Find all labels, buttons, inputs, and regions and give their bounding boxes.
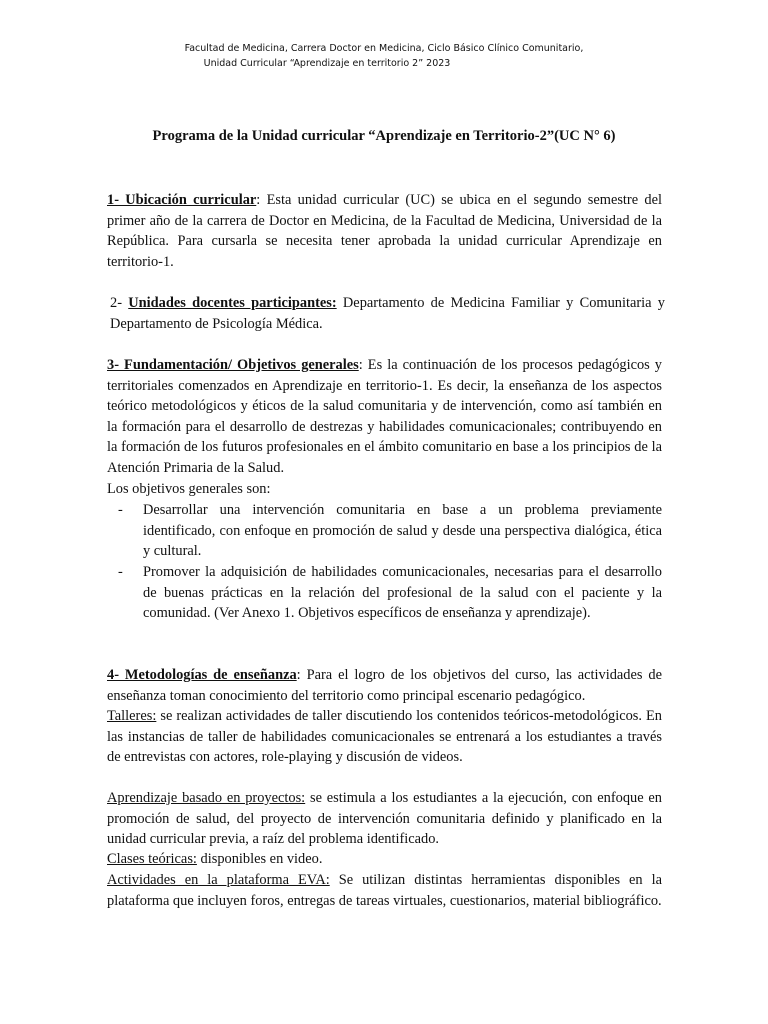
section-2-text: Departamento de Medicina Familiar y Comunitaria y Departamento de Psicología Médica. [110,295,665,332]
section-4-text: : Para el logro de los objetivos del curso, las actividades de enseñanza toman conocimiento del territorio como principal escenario pedagógico. [107,667,662,704]
method-text: se realizan actividades de taller discutiendo los contenidos teóricos-metodológicos. En las instancias de taller de habilidades comunicacionales se entrenará a los estudiantes a través de entrevistas con actores, role-playing y discusión de videos. [107,708,662,766]
section-unidades-docentes [110,293,665,334]
section-fundamentacion [107,355,662,479]
method-clases-teoricas [107,849,662,870]
method-label: Actividades en la plataforma EVA: [107,872,330,888]
objectives-intro: Los objetivos generales son: [107,481,271,497]
header-line-2: Unidad Curricular “Aprendizaje en territorio 2” 2023 [203,58,451,69]
section-3-text: : Es la continuación de los procesos pedagógicos y territoriales comenzados en Aprendizaje en territorio-1. Es decir, la enseñanza de los aspectos teórico metodológicos y éticos de la salud comunitaria y de intervención, como así también en la formación para el desarrollo de destrezas y habilidades comunicacionales; contribuyendo en la formación de los futuros profesionales en el ámbito comunitario en base a los principios de la Atención Primaria de la Salud. [107,357,662,476]
method-label: Talleres: [107,708,157,724]
section-1-heading: 1- Ubicación curricular [107,192,257,208]
bullet-dash: - [118,564,123,580]
method-text: Se utilizan distintas herramientas disponibles en la plataforma que incluyen foros, entregas de tareas virtuales, cuestionarios, material bibliográfico. [107,872,663,909]
section-4-heading: 4- Metodologías de enseñanza [107,667,297,683]
method-label: Aprendizaje basado en proyectos: [107,790,306,806]
method-text: disponibles en video. [196,851,323,867]
method-label: Clases teóricas: [107,851,197,867]
section-2-heading: Unidades docentes participantes: [128,295,337,311]
method-plataforma-eva [107,870,662,911]
method-text: se estimula a los estudiantes a la ejecución, con enfoque en promoción de salud, del proyecto de intervención comunitaria definido y planificado en la unidad curricular previa, a raíz del problema identificado. [107,790,662,848]
header-line-1: Facultad de Medicina, Carrera Doctor en Medicina, Ciclo Básico Clínico Comunitario, [184,43,584,54]
section-3-heading: 3- Fundamentación/ Objetivos generales [107,357,359,373]
document-title: Programa de la Unidad curricular “Aprendizaje en Territorio-2”(UC N° 6) [152,128,616,144]
section-ubicacion-curricular [107,190,662,272]
objective-item: Desarrollar una intervención comunitaria en base a un problema previamente identificado, con enfoque en promoción de salud y desde una perspectiva dialógica, ética y cultural. [143,502,662,560]
method-talleres [107,706,662,768]
section-1-text: : Esta unidad curricular (UC) se ubica en el segundo semestre del primer año de la carrera de Doctor en Medicina, de la Facultad de Medicina, Universidad de la República. Para cursarla se necesita tener aprobada la unidad curricular Aprendizaje en territorio-1. [107,192,662,270]
section-2-prefix: 2- [110,295,129,311]
objective-item: Promover la adquisición de habilidades comunicacionales, necesarias para el desarrollo de buenas prácticas en la relación del profesional de la salud con el paciente y la comunidad. (Ver Anexo 1. Objetivos específicos de enseñanza y aprendizaje). [143,564,662,622]
section-metodologias [107,665,662,706]
bullet-dash: - [118,502,123,518]
method-proyectos [107,788,662,850]
